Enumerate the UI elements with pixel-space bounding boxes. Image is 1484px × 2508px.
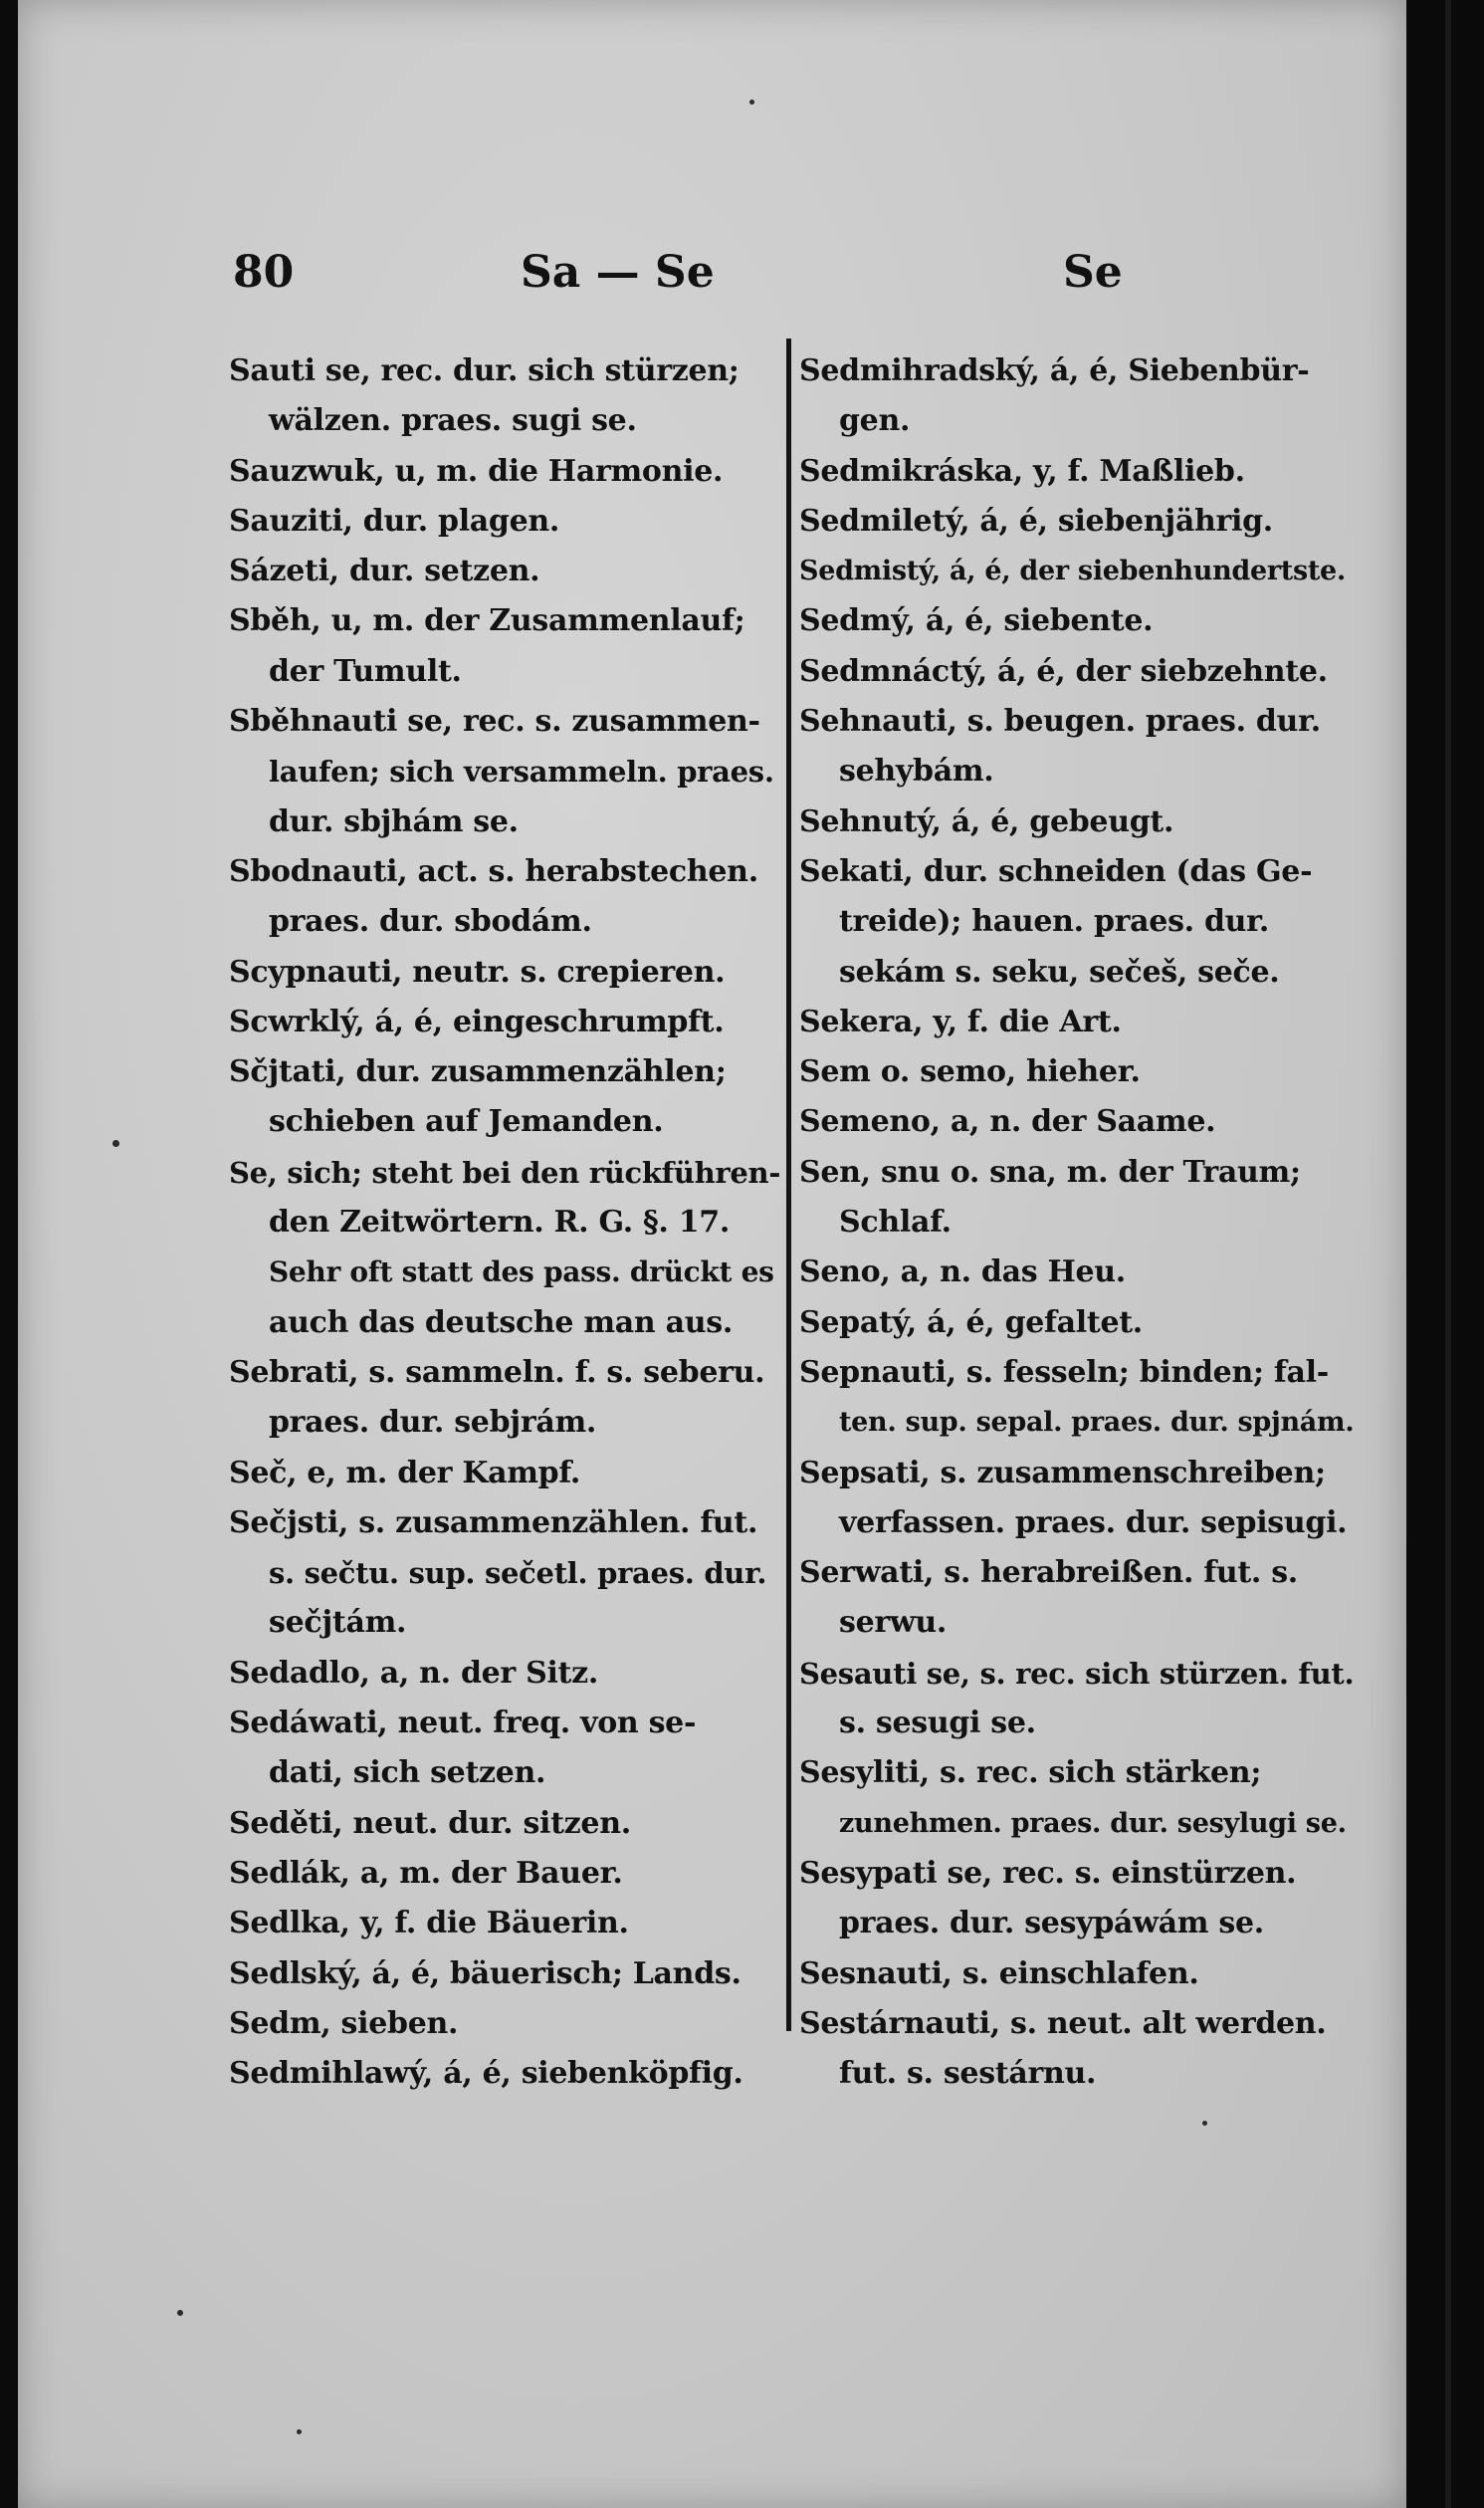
dictionary-line: Sedmihradský, á, é, Siebenbür- [799, 353, 1310, 388]
dictionary-line: Sauziti, dur. plagen. [229, 503, 560, 539]
dictionary-line: Sbodnauti, act. s. herabstechen. [229, 853, 758, 889]
ink-speck [297, 2429, 302, 2434]
dictionary-line: Serwati, s. herabreißen. fut. s. [799, 1555, 1298, 1591]
running-head [18, 247, 1406, 317]
dictionary-line: Sem o. semo, hieher. [799, 1054, 1141, 1090]
dictionary-line: Sesyliti, s. rec. sich stärken; [799, 1755, 1262, 1791]
dictionary-line: Sekera, y, f. die Art. [799, 1004, 1122, 1039]
dictionary-page [18, 0, 1406, 2508]
dictionary-line: ten. sup. sepal. praes. dur. spjnám. [839, 1407, 1355, 1439]
dictionary-line: Sběhnauti se, rec. s. zusammen- [229, 704, 760, 740]
dictionary-line: dur. sbjhám se. [269, 803, 519, 839]
dictionary-line: Seno, a, n. das Heu. [799, 1254, 1126, 1290]
dictionary-line: sehybám. [839, 754, 994, 790]
dictionary-line: zunehmen. praes. dur. sesylugi se. [839, 1807, 1347, 1839]
dictionary-line: sekám s. seku, sečeš, seče. [839, 954, 1280, 990]
page-gutter-strip [1445, 0, 1451, 2508]
dictionary-line: Sečjsti, s. zusammenzählen. fut. [229, 1504, 758, 1540]
dictionary-line: Sčjtati, dur. zusammenzählen; [229, 1054, 727, 1090]
dictionary-line: Seděti, neut. dur. sitzen. [229, 1805, 631, 1841]
dictionary-line: auch das deutsche man aus. [269, 1304, 733, 1340]
dictionary-line: Sedmiletý, á, é, siebenjährig. [799, 503, 1273, 539]
dictionary-line: der Tumult. [269, 653, 462, 689]
dictionary-line: Sestárnauti, s. neut. alt werden. [799, 2005, 1327, 2041]
dictionary-line: Scypnauti, neutr. s. crepieren. [229, 954, 726, 990]
dictionary-line: praes. dur. sesypáwám se. [839, 1906, 1264, 1941]
dictionary-line: treide); hauen. praes. dur. [839, 904, 1270, 940]
dictionary-line: Sehr oft statt des pass. drückt es [269, 1255, 774, 1289]
dictionary-line: Sedlka, y, f. die Bäuerin. [229, 1906, 629, 1941]
dictionary-line: Sepatý, á, é, gefaltet. [799, 1304, 1143, 1340]
dictionary-line: Sepsati, s. zusammenschreiben; [799, 1455, 1326, 1490]
dictionary-line: Scwrklý, á, é, eingeschrumpft. [229, 1004, 725, 1039]
dictionary-line: laufen; sich versammeln. praes. [269, 755, 774, 790]
dictionary-line: Sen, snu o. sna, m. der Traum; [799, 1154, 1301, 1190]
dictionary-line: verfassen. praes. dur. sepisugi. [839, 1504, 1348, 1540]
dictionary-line: Sběh, u, m. der Zusammenlauf; [229, 603, 745, 639]
dictionary-line: dati, sich setzen. [269, 1755, 546, 1791]
dictionary-line: Sauzwuk, u, m. die Harmonie. [229, 453, 724, 489]
ink-speck [112, 1140, 119, 1147]
dictionary-line: Sesnauti, s. einschlafen. [799, 1955, 1199, 1991]
dictionary-line: Sebrati, s. sammeln. f. s. seberu. [229, 1354, 765, 1390]
dictionary-line: Sauti se, rec. dur. sich stürzen; [229, 353, 740, 388]
dictionary-line: fut. s. sestárnu. [839, 2056, 1097, 2092]
dictionary-line: Sesauti se, s. rec. sich stürzen. fut. [799, 1656, 1355, 1691]
dictionary-line: Sedmnáctý, á, é, der siebzehnte. [799, 653, 1328, 689]
dictionary-line: Sedmikráska, y, f. Maßlieb. [799, 453, 1245, 489]
right-column [799, 346, 1357, 2099]
dictionary-line: Seč, e, m. der Kampf. [229, 1455, 581, 1490]
dictionary-line: Schlaf. [839, 1205, 952, 1241]
dictionary-line: Sedlák, a, m. der Bauer. [229, 1855, 623, 1891]
page-number: 80 [233, 247, 295, 298]
dictionary-line: s. sečtu. sup. sečetl. praes. dur. [269, 1556, 767, 1591]
dictionary-line: Se, sich; steht bei den rückführen- [229, 1155, 781, 1190]
dictionary-line: Sedmihlawý, á, é, siebenköpfig. [229, 2056, 743, 2092]
dictionary-line: Sázeti, dur. setzen. [229, 554, 540, 589]
dictionary-line: wälzen. praes. sugi se. [269, 403, 637, 439]
dictionary-line: Sedmý, á, é, siebente. [799, 603, 1154, 639]
header-right-range: Se [1063, 247, 1123, 298]
dictionary-line: s. sesugi se. [839, 1706, 1036, 1741]
dictionary-line: schieben auf Jemanden. [269, 1104, 664, 1140]
dictionary-line: Sedm, sieben. [229, 2005, 459, 2041]
dictionary-line: sečjtám. [269, 1605, 407, 1641]
dictionary-line: den Zeitwörtern. R. G. §. 17. [269, 1205, 730, 1241]
dictionary-line: Sepnauti, s. fesseln; binden; fal- [799, 1354, 1329, 1390]
dictionary-line: Sehnutý, á, é, gebeugt. [799, 803, 1174, 839]
dictionary-line: Sedadlo, a, n. der Sitz. [229, 1655, 598, 1691]
dictionary-line: Sehnauti, s. beugen. praes. dur. [799, 704, 1321, 740]
dictionary-line: Semeno, a, n. der Saame. [799, 1104, 1216, 1140]
ink-speck [1202, 2121, 1207, 2126]
dictionary-line: Sesypati se, rec. s. einstürzen. [799, 1855, 1297, 1891]
ink-speck [177, 2310, 183, 2316]
dictionary-line: praes. dur. sebjrám. [269, 1405, 597, 1441]
dictionary-line: Sedmistý, á, é, der siebenhundertste. [799, 556, 1347, 587]
header-left-range: Sa — Se [521, 247, 715, 298]
dictionary-line: gen. [839, 403, 911, 439]
ink-speck [749, 100, 754, 105]
dictionary-line: praes. dur. sbodám. [269, 904, 592, 940]
left-column [229, 346, 781, 2099]
dictionary-line: Sedlský, á, é, bäuerisch; Lands. [229, 1955, 742, 1991]
column-divider [786, 339, 791, 2031]
dictionary-line: Sekati, dur. schneiden (das Ge- [799, 853, 1313, 889]
dictionary-line: Sedáwati, neut. freq. von se- [229, 1706, 697, 1741]
dictionary-line: serwu. [839, 1605, 948, 1641]
